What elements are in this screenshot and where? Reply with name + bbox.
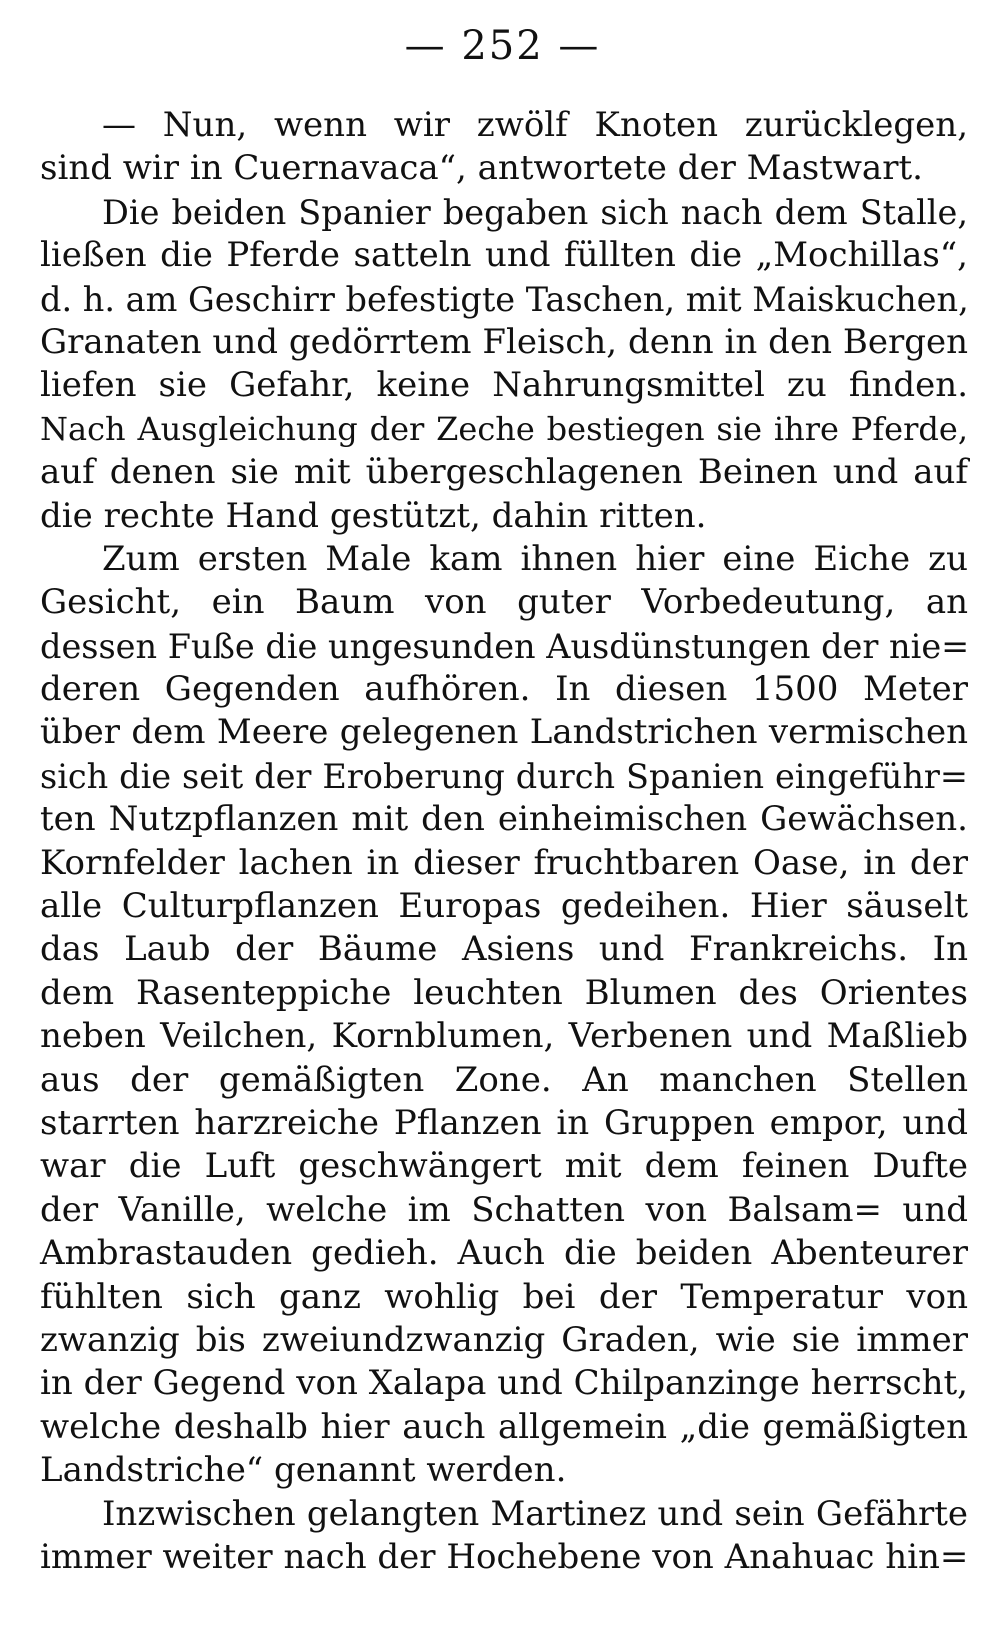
text-line: ließen die Pferde satteln und füllten die „Mochillas“, (40, 235, 968, 276)
text-line: neben Veilchen, Kornblumen, Verbenen und Maßlieb (40, 1016, 968, 1057)
text-line: alle Culturpflanzen Europas gedeihen. Hier säuselt (40, 886, 968, 927)
text-line: fühlten sich ganz wohlig bei der Temperatur von (40, 1276, 968, 1317)
text-line: über dem Meere gelegenen Landstrichen vermischen (40, 712, 968, 753)
text-line: in der Gegend von Xalapa und Chilpanzinge herrscht, (40, 1363, 968, 1404)
text-line: dem Rasenteppiche leuchten Blumen des Orientes (40, 972, 968, 1013)
text-line: sich die seit der Eroberung durch Spanien eingeführ= (40, 756, 968, 796)
text-line: sind wir in Cuernavaca“, antwortete der Mastwart. (40, 148, 923, 189)
text-line: zwanzig bis zweiundzwanzig Graden, wie sie immer (40, 1319, 968, 1360)
text-line: die rechte Hand gestützt, dahin ritten. (40, 495, 707, 536)
text-line: aus der gemäßigten Zone. An manchen Stellen (40, 1059, 968, 1100)
page-number: — 252 — (404, 23, 601, 69)
text-line: liefen sie Gefahr, keine Nahrungsmittel zu finden. (40, 365, 968, 406)
text-line: welche deshalb hier auch allgemein „die gemäßigten (40, 1406, 968, 1447)
text-line: war die Luft geschwängert mit dem feinen Dufte (40, 1146, 968, 1187)
text-line: Zum ersten Male kam ihnen hier eine Eiche zu (102, 538, 968, 579)
text-line: dessen Fuße die ungesunden Ausdünstungen der nie= (40, 626, 970, 666)
text-line: Gesicht, ein Baum von guter Vorbedeutung, an (40, 582, 968, 623)
text-line: Kornfelder lachen in dieser fruchtbaren Oase, in der (40, 842, 968, 883)
text-line: Inzwischen gelangten Martinez und sein Gefährte (102, 1493, 968, 1534)
text-line: das Laub der Bäume Asiens und Frankreichs. In (40, 929, 968, 970)
text-line: — Nun, wenn wir zwölf Knoten zurücklegen, (102, 105, 968, 145)
text-line: der Vanille, welche im Schatten von Balsam= und (40, 1189, 968, 1230)
body-text (40, 104, 968, 1579)
text-line: Ambrastauden gedieh. Auch die beiden Abenteurer (40, 1233, 968, 1274)
text-line: Granaten und gedörrtem Fleisch, denn in den Bergen (40, 321, 968, 362)
text-line: Landstriche“ genannt werden. (40, 1450, 567, 1491)
text-line: Nach Ausgleichung der Zeche bestiegen sie ihre Pferde, (40, 409, 968, 448)
text-line: deren Gegenden aufhören. In diesen 1500 Meter (40, 669, 968, 710)
text-line: d. h. am Geschirr befestigte Taschen, mit Maiskuchen, (40, 279, 969, 319)
text-line: Die beiden Spanier begaben sich nach dem Stalle, (102, 192, 968, 232)
text-line: starrten harzreiche Pflanzen in Gruppen empor, und (40, 1102, 968, 1143)
text-line: immer weiter nach der Hochebene von Anahuac hin= (40, 1536, 969, 1577)
text-line: auf denen sie mit übergeschlagenen Beinen und auf (40, 452, 968, 493)
text-line: ten Nutzpflanzen mit den einheimischen Gewächsen. (40, 799, 968, 840)
